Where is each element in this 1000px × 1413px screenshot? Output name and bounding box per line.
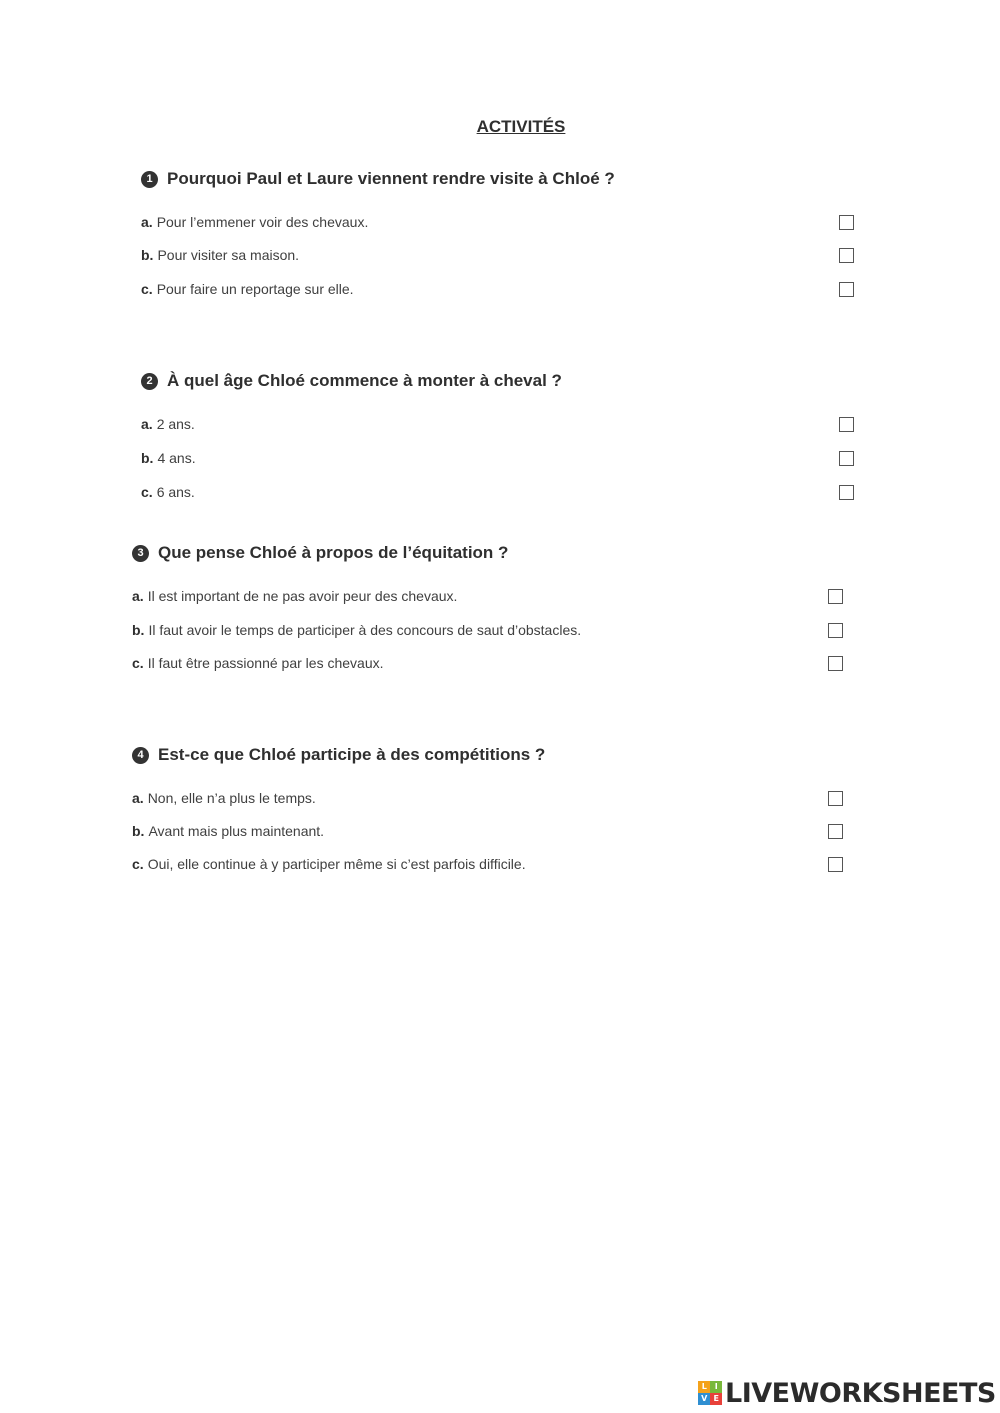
option-b bbox=[141, 448, 196, 468]
option-text: Pour l’emmener voir des chevaux. bbox=[156, 214, 369, 230]
option-text: Pour visiter sa maison. bbox=[157, 247, 300, 263]
option-letter: b. bbox=[141, 247, 154, 263]
question-number-icon: 3 bbox=[132, 545, 149, 562]
option-letter: c. bbox=[132, 856, 144, 872]
answer-checkbox[interactable] bbox=[839, 451, 854, 466]
option-letter: b. bbox=[141, 450, 154, 466]
question-heading bbox=[141, 167, 615, 191]
option-text: Avant mais plus maintenant. bbox=[148, 823, 325, 839]
question-text: Que pense Chloé à propos de l’équitation ? bbox=[158, 543, 509, 562]
question-heading bbox=[132, 743, 545, 767]
question-number-icon: 2 bbox=[141, 373, 158, 390]
option-text: Il est important de ne pas avoir peur des chevaux. bbox=[147, 588, 458, 604]
answer-checkbox[interactable] bbox=[839, 417, 854, 432]
option-letter: c. bbox=[132, 655, 144, 671]
answer-checkbox[interactable] bbox=[839, 215, 854, 230]
answer-checkbox[interactable] bbox=[828, 623, 843, 638]
option-letter: b. bbox=[132, 823, 145, 839]
liveworksheets-logo-icon bbox=[698, 1381, 722, 1405]
logo-tile: V bbox=[698, 1393, 710, 1405]
logo-tile: I bbox=[710, 1381, 722, 1393]
option-text: 2 ans. bbox=[156, 416, 195, 432]
option-text: 6 ans. bbox=[156, 484, 195, 500]
option-a bbox=[141, 414, 195, 434]
option-b bbox=[141, 245, 299, 265]
option-text: Il faut être passionné par les chevaux. bbox=[147, 655, 384, 671]
option-text: Pour faire un reportage sur elle. bbox=[156, 281, 354, 297]
question-text: Est-ce que Chloé participe à des compétitions ? bbox=[158, 745, 546, 764]
option-b bbox=[132, 821, 324, 841]
option-letter: a. bbox=[141, 214, 153, 230]
answer-checkbox[interactable] bbox=[839, 485, 854, 500]
answer-checkbox[interactable] bbox=[828, 857, 843, 872]
option-a bbox=[132, 788, 316, 808]
page-title: ACTIVITÉS bbox=[476, 117, 566, 136]
answer-checkbox[interactable] bbox=[828, 824, 843, 839]
question-number-icon: 1 bbox=[141, 171, 158, 188]
option-text: Il faut avoir le temps de participer à des concours de saut d’obstacles. bbox=[148, 622, 582, 638]
option-text: Non, elle n’a plus le temps. bbox=[147, 790, 316, 806]
option-b bbox=[132, 620, 581, 640]
option-a bbox=[132, 586, 457, 606]
logo-tile: E bbox=[710, 1393, 722, 1405]
option-letter: a. bbox=[141, 416, 153, 432]
option-letter: a. bbox=[132, 790, 144, 806]
option-c bbox=[141, 279, 354, 299]
option-letter: a. bbox=[132, 588, 144, 604]
logo-text: LIVEWORKSHEETS bbox=[725, 1377, 996, 1409]
option-text: Oui, elle continue à y participer même si c’est parfois difficile. bbox=[147, 856, 526, 872]
option-c bbox=[132, 854, 526, 874]
answer-checkbox[interactable] bbox=[839, 282, 854, 297]
question-text: Pourquoi Paul et Laure viennent rendre visite à Chloé ? bbox=[167, 169, 615, 188]
liveworksheets-logo bbox=[698, 1378, 996, 1408]
option-a bbox=[141, 212, 368, 232]
logo-tile: L bbox=[698, 1381, 710, 1393]
option-letter: c. bbox=[141, 484, 153, 500]
option-text: 4 ans. bbox=[157, 450, 196, 466]
option-c bbox=[141, 482, 195, 502]
option-c bbox=[132, 653, 384, 673]
option-letter: c. bbox=[141, 281, 153, 297]
question-heading bbox=[132, 541, 508, 565]
answer-checkbox[interactable] bbox=[828, 791, 843, 806]
answer-checkbox[interactable] bbox=[828, 589, 843, 604]
question-heading bbox=[141, 369, 562, 393]
answer-checkbox[interactable] bbox=[828, 656, 843, 671]
option-letter: b. bbox=[132, 622, 145, 638]
question-number-icon: 4 bbox=[132, 747, 149, 764]
answer-checkbox[interactable] bbox=[839, 248, 854, 263]
question-text: À quel âge Chloé commence à monter à cheval ? bbox=[167, 371, 562, 390]
